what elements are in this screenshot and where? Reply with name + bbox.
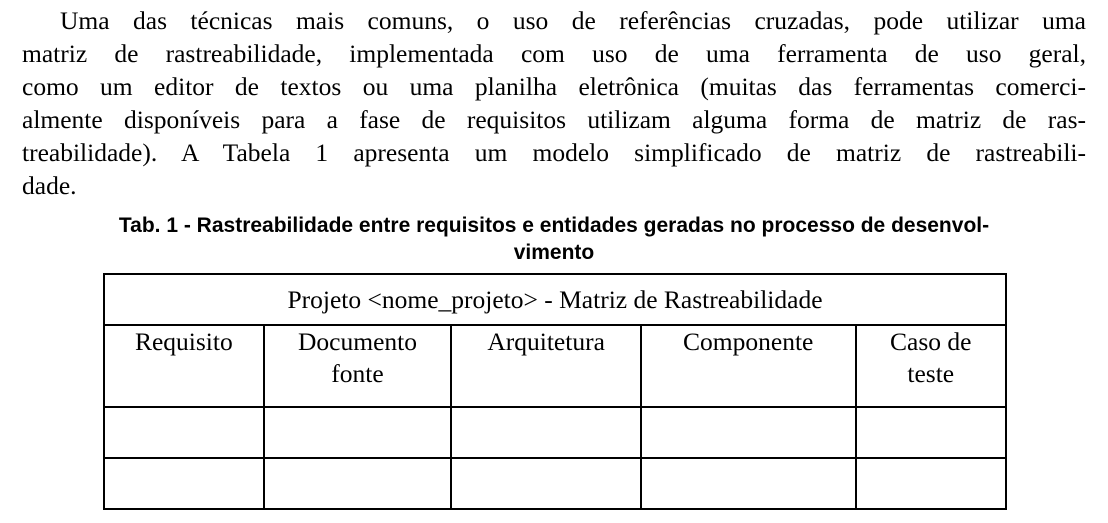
header-label: Componente (683, 327, 814, 356)
table-cell (451, 458, 641, 509)
table-cell (104, 407, 264, 458)
paragraph-line: almente disponíveis para a fase de requisitos utilizam alguma forma de matriz de ras- (22, 105, 1086, 134)
table-cell (264, 407, 452, 458)
table-row (104, 407, 1006, 458)
header-label: Arquitetura (487, 327, 605, 356)
table-cell (451, 407, 641, 458)
caption-line: Tab. 1 - Rastreabilidade entre requisitos e entidades geradas no processo de desenvol- (118, 214, 990, 237)
paragraph-line: Uma das técnicas mais comuns, o uso de referências cruzadas, pode utilizar uma (60, 6, 1086, 35)
table-cell (641, 407, 856, 458)
header-cell-caso-de-teste (856, 325, 1007, 407)
header-label: Documento (298, 327, 417, 356)
header-cell-arquitetura (451, 325, 641, 407)
paragraph-line: matriz de rastreabilidade, implementada com uso de uma ferramenta de uso geral, (22, 39, 1086, 68)
table-cell (856, 458, 1007, 509)
table-title: Projeto <nome_projeto> - Matriz de Rastreabilidade (104, 274, 1006, 325)
header-label: Caso de (890, 327, 972, 356)
table-cell (856, 407, 1007, 458)
body-paragraph (22, 4, 1086, 202)
table-cell (104, 458, 264, 509)
caption-line: vimento (513, 241, 595, 264)
table-title-row (104, 274, 1006, 325)
header-label: Requisito (134, 327, 233, 356)
header-label: teste (907, 359, 955, 388)
table-header-row (104, 325, 1006, 407)
header-label: fonte (331, 359, 384, 388)
paragraph-line: treabilidade). A Tabela 1 apresenta um modelo simplificado de matriz de rastreabili- (22, 138, 1086, 167)
table-cell (264, 458, 452, 509)
table-cell (641, 458, 856, 509)
table-row (104, 458, 1006, 509)
header-cell-requisito (104, 325, 264, 407)
table-caption (22, 212, 1086, 266)
paragraph-line: como um editor de textos ou uma planilha eletrônica (muitas das ferramentas comerci- (22, 72, 1086, 101)
header-cell-componente (641, 325, 856, 407)
header-cell-documento-fonte (264, 325, 452, 407)
paragraph-line: dade. (22, 171, 77, 200)
traceability-matrix-table (103, 273, 1007, 510)
